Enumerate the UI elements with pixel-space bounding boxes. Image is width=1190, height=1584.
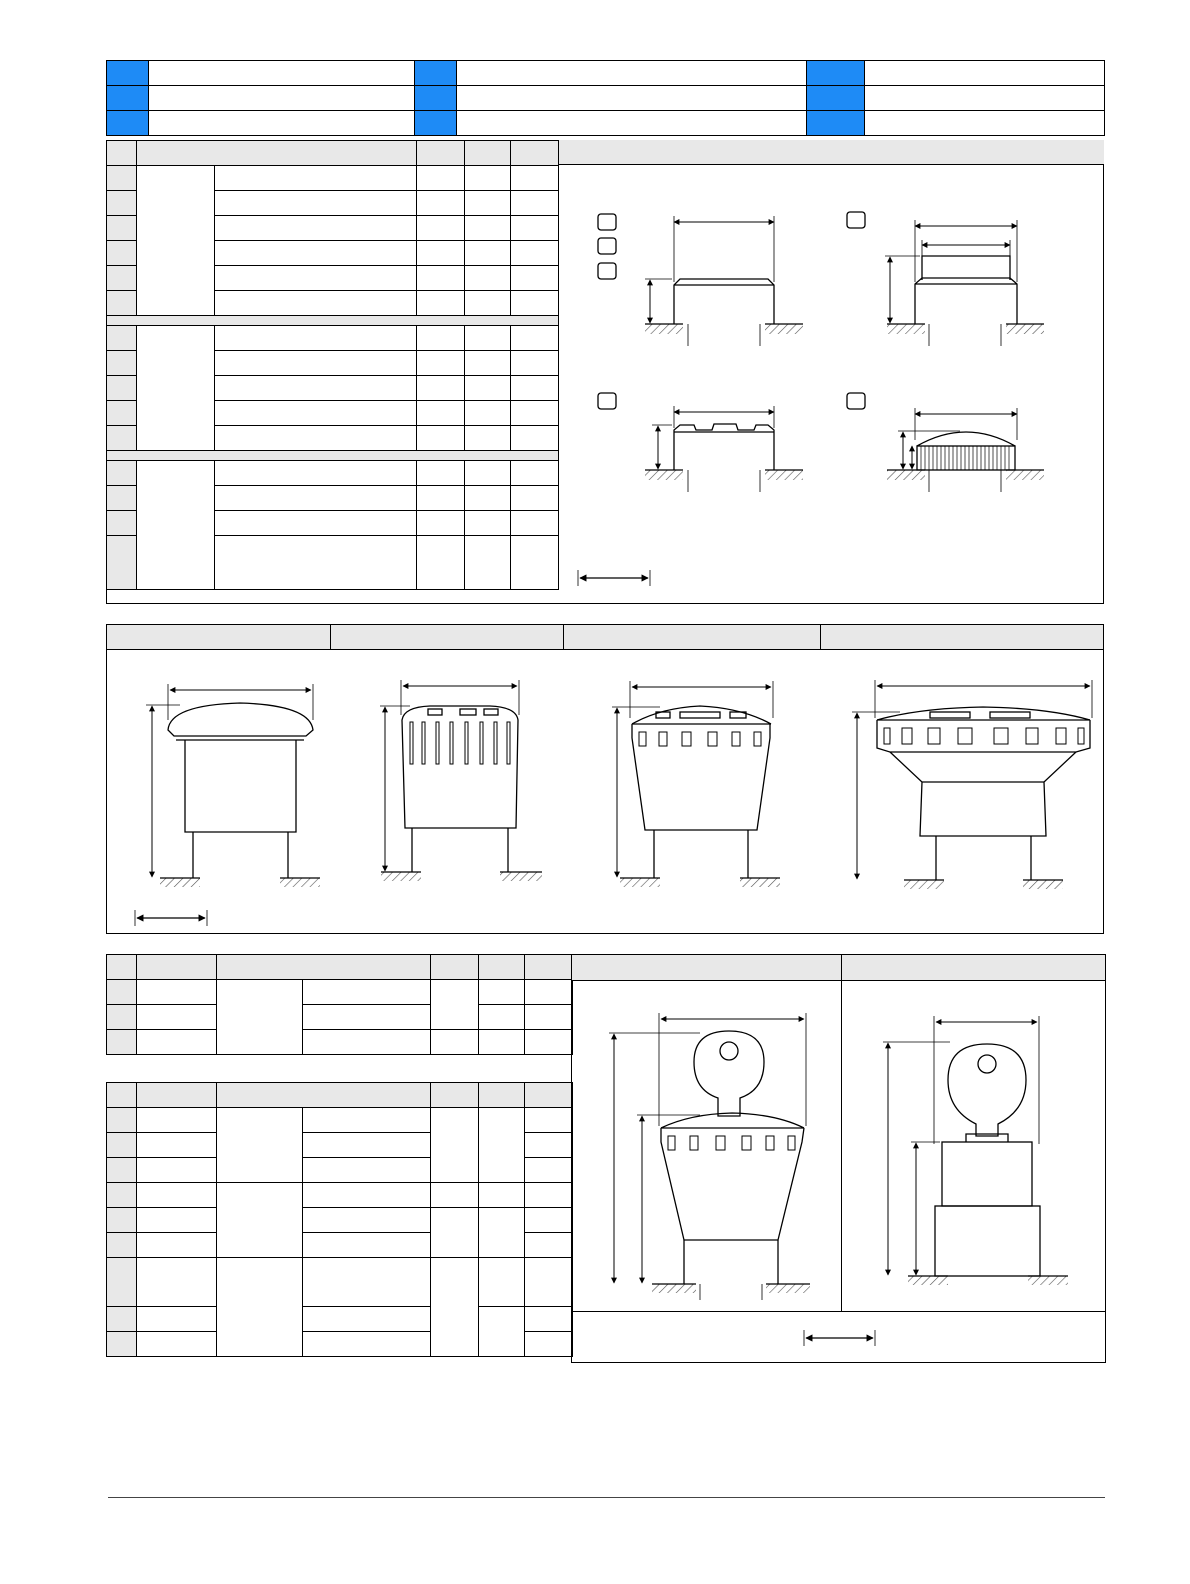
table-cell (465, 166, 511, 191)
group-separator (107, 316, 559, 326)
header-value-cell (865, 111, 1105, 136)
row-divider (571, 1311, 1106, 1312)
header-value-cell (865, 86, 1105, 111)
table-cell (465, 376, 511, 401)
table-cell (465, 351, 511, 376)
table-cell (525, 1158, 573, 1183)
group-cell (137, 461, 215, 590)
table-cell (525, 1183, 573, 1208)
header-label-cell (107, 111, 149, 136)
table-cell (215, 266, 417, 291)
row-index-cell (107, 426, 137, 451)
column-divider (330, 624, 331, 650)
row-index-cell (107, 191, 137, 216)
table-cell (525, 1233, 573, 1258)
table-cell (511, 291, 559, 316)
table-cell (511, 326, 559, 351)
table-cell (215, 191, 417, 216)
table-cell (417, 486, 465, 511)
table-cell (511, 536, 559, 590)
table-cell (303, 1158, 431, 1183)
table-cell (215, 241, 417, 266)
table-cell (417, 376, 465, 401)
table-cell (431, 980, 479, 1030)
table-cell (417, 166, 465, 191)
header-value-cell (149, 111, 415, 136)
header-label-cell (415, 61, 457, 86)
table-cell (479, 1030, 525, 1055)
spec-table-b (106, 954, 573, 1055)
table-cell (137, 1307, 217, 1332)
table-cell (303, 1233, 431, 1258)
table-cell (303, 1208, 431, 1233)
table-cell (525, 1133, 573, 1158)
section-a-drawing-header (558, 140, 1104, 165)
table-header-cell (417, 141, 465, 166)
table-cell (511, 216, 559, 241)
group-cell (217, 1258, 303, 1357)
header-label-cell (807, 86, 865, 111)
table-cell (525, 1332, 573, 1357)
spec-table-c (106, 1082, 573, 1357)
table-cell (465, 326, 511, 351)
row-index-cell (107, 291, 137, 316)
table-cell (215, 291, 417, 316)
table-cell (417, 426, 465, 451)
table-cell (511, 351, 559, 376)
table-cell (303, 1307, 431, 1332)
table-header-cell (525, 955, 573, 980)
table-cell (417, 461, 465, 486)
table-cell (215, 486, 417, 511)
table-header-cell (107, 141, 137, 166)
key-drawings-header (571, 954, 1106, 981)
header-grid (106, 60, 1105, 136)
table-cell (303, 1332, 431, 1357)
table-cell (465, 401, 511, 426)
row-index-cell (107, 401, 137, 426)
table-cell (479, 1307, 525, 1357)
header-label-cell (107, 86, 149, 111)
table-cell (215, 351, 417, 376)
row-index-cell (107, 1258, 137, 1307)
table-cell (137, 1108, 217, 1133)
row-index-cell (107, 1133, 137, 1158)
header-value-cell (457, 61, 807, 86)
table-cell (417, 266, 465, 291)
header-value-cell (865, 61, 1105, 86)
table-header-cell (217, 955, 431, 980)
table-cell (511, 166, 559, 191)
table-cell (303, 980, 431, 1005)
group-cell (137, 326, 215, 451)
table-cell (525, 1030, 573, 1055)
table-header-cell (137, 141, 417, 166)
row-index-cell (107, 351, 137, 376)
table-cell (479, 1183, 525, 1208)
row-index-cell (107, 1030, 137, 1055)
table-cell (465, 216, 511, 241)
table-cell (479, 1208, 525, 1258)
header-label-cell (415, 111, 457, 136)
table-cell (137, 1158, 217, 1183)
header-label-cell (807, 111, 865, 136)
table-header-cell (137, 1083, 217, 1108)
table-cell (303, 1108, 431, 1133)
row-index-cell (107, 1233, 137, 1258)
table-header-cell (107, 955, 137, 980)
table-cell (511, 401, 559, 426)
row-index-cell (107, 1005, 137, 1030)
table-cell (465, 191, 511, 216)
row-index-cell (107, 461, 137, 486)
row-index-cell (107, 1158, 137, 1183)
table-cell (417, 191, 465, 216)
group-cell (217, 980, 303, 1055)
table-header-cell (431, 1083, 479, 1108)
table-cell (465, 266, 511, 291)
table-cell (417, 216, 465, 241)
table-cell (137, 980, 217, 1005)
table-cell (417, 241, 465, 266)
section-b-header (106, 624, 1104, 650)
row-index-cell (107, 1332, 137, 1357)
table-cell (137, 1133, 217, 1158)
table-cell (431, 1258, 479, 1357)
table-header-cell (511, 141, 559, 166)
row-index-cell (107, 511, 137, 536)
table-cell (525, 980, 573, 1005)
row-index-cell (107, 266, 137, 291)
table-cell (511, 511, 559, 536)
table-cell (137, 1183, 217, 1208)
table-cell (479, 980, 525, 1005)
row-index-cell (107, 326, 137, 351)
table-cell (511, 426, 559, 451)
header-label-cell (415, 86, 457, 111)
table-cell (303, 1005, 431, 1030)
row-index-cell (107, 376, 137, 401)
table-cell (303, 1258, 431, 1307)
table-cell (417, 326, 465, 351)
column-divider (563, 624, 564, 650)
table-cell (511, 191, 559, 216)
table-cell (511, 486, 559, 511)
row-index-cell (107, 536, 137, 590)
table-cell (525, 1005, 573, 1030)
header-value-cell (149, 86, 415, 111)
row-index-cell (107, 486, 137, 511)
table-header-cell (525, 1083, 573, 1108)
table-cell (303, 1030, 431, 1055)
row-index-cell (107, 1208, 137, 1233)
table-cell (215, 326, 417, 351)
table-cell (215, 536, 417, 590)
table-cell (215, 461, 417, 486)
table-cell (417, 351, 465, 376)
row-index-cell (107, 1108, 137, 1133)
row-index-cell (107, 980, 137, 1005)
key-drawings-frame (571, 954, 1106, 1363)
table-cell (215, 401, 417, 426)
table-header-cell (431, 955, 479, 980)
table-cell (417, 291, 465, 316)
row-index-cell (107, 166, 137, 191)
table-cell (137, 1208, 217, 1233)
table-cell (525, 1307, 573, 1332)
table-cell (465, 461, 511, 486)
table-cell (215, 216, 417, 241)
spec-table-a (106, 140, 559, 590)
table-header-cell (107, 1083, 137, 1108)
table-cell (479, 1108, 525, 1183)
table-cell (511, 461, 559, 486)
table-cell (303, 1133, 431, 1158)
table-cell (479, 1005, 525, 1030)
row-index-cell (107, 241, 137, 266)
table-cell (137, 1005, 217, 1030)
group-cell (217, 1183, 303, 1258)
header-label-cell (107, 61, 149, 86)
table-cell (303, 1183, 431, 1208)
table-cell (137, 1332, 217, 1357)
table-cell (417, 536, 465, 590)
table-cell (465, 241, 511, 266)
group-cell (137, 166, 215, 316)
table-cell (525, 1208, 573, 1233)
row-index-cell (107, 1307, 137, 1332)
table-cell (431, 1183, 479, 1208)
table-cell (465, 536, 511, 590)
table-cell (465, 291, 511, 316)
column-divider (841, 954, 842, 1312)
table-cell (417, 511, 465, 536)
table-cell (431, 1030, 479, 1055)
table-cell (525, 1258, 573, 1307)
table-cell (525, 1108, 573, 1133)
header-label-cell (807, 61, 865, 86)
column-divider (820, 624, 821, 650)
header-value-cell (457, 86, 807, 111)
table-cell (465, 511, 511, 536)
group-separator (107, 451, 559, 461)
table-cell (465, 426, 511, 451)
table-cell (511, 266, 559, 291)
table-cell (215, 511, 417, 536)
header-value-cell (149, 61, 415, 86)
footer-rule (108, 1497, 1105, 1498)
table-cell (431, 1108, 479, 1183)
table-header-cell (479, 1083, 525, 1108)
header-value-cell (457, 111, 807, 136)
table-cell (215, 376, 417, 401)
row-index-cell (107, 216, 137, 241)
table-cell (431, 1208, 479, 1258)
table-cell (511, 376, 559, 401)
table-cell (215, 426, 417, 451)
table-cell (511, 241, 559, 266)
table-cell (465, 486, 511, 511)
table-cell (137, 1233, 217, 1258)
table-cell (479, 1258, 525, 1307)
table-header-cell (137, 955, 217, 980)
table-cell (137, 1030, 217, 1055)
table-header-cell (465, 141, 511, 166)
table-cell (137, 1258, 217, 1307)
table-cell (417, 401, 465, 426)
table-header-cell (217, 1083, 431, 1108)
row-index-cell (107, 1183, 137, 1208)
table-header-cell (479, 955, 525, 980)
section-b-frame (106, 624, 1104, 934)
table-cell (215, 166, 417, 191)
group-cell (217, 1108, 303, 1183)
